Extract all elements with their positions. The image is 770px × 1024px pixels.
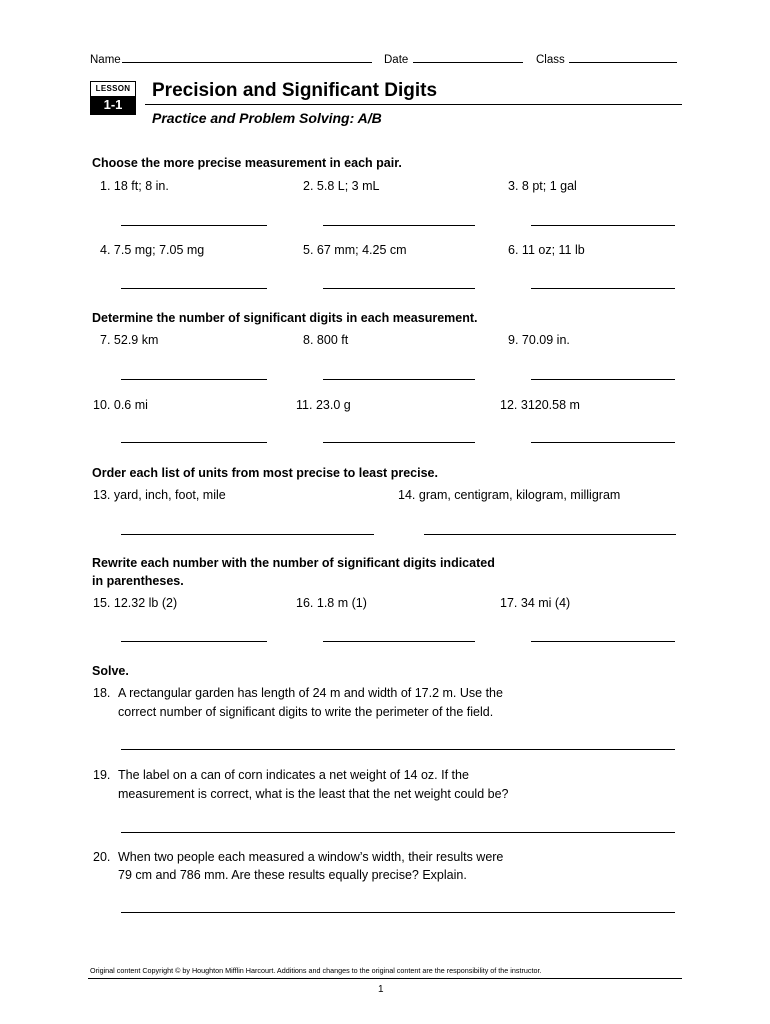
question-number: 3. (508, 179, 519, 193)
question-text: gram, centigram, kilogram, milligram (418, 488, 621, 502)
question-number: 9. (508, 333, 519, 347)
question-text: 52.9 km (113, 333, 159, 347)
question-14 (398, 488, 620, 502)
question-8 (303, 333, 348, 347)
question-20-number: 20. (93, 850, 111, 864)
question-16 (296, 596, 367, 610)
question-7 (100, 333, 158, 347)
class-label: Class (536, 54, 565, 66)
question-text: 0.6 mi (113, 398, 148, 412)
answer-line-8[interactable] (323, 379, 475, 380)
question-1 (100, 179, 169, 193)
question-number: 6. (508, 243, 519, 257)
answer-line-2[interactable] (323, 225, 475, 226)
class-blank[interactable] (569, 51, 677, 63)
answer-line-7[interactable] (121, 379, 267, 380)
answer-line-19[interactable] (121, 832, 675, 833)
question-19-number: 19. (93, 768, 111, 782)
section5-instruction: Solve. (92, 664, 129, 678)
question-number: 17. (500, 596, 518, 610)
section4-instruction-line1: Rewrite each number with the number of significant digits indicated (92, 556, 495, 570)
question-15 (93, 596, 177, 610)
date-field[interactable] (384, 51, 523, 66)
answer-line-4[interactable] (121, 288, 267, 289)
question-number: 1. (100, 179, 111, 193)
question-number: 10. (93, 398, 111, 412)
lesson-badge-label: LESSON (95, 84, 131, 93)
question-number: 4. (100, 243, 111, 257)
question-text: 5.8 L; 3 mL (316, 179, 380, 193)
question-12 (500, 398, 580, 412)
page-subtitle: Practice and Problem Solving: A/B (152, 110, 382, 126)
section4-instruction-line2: in parentheses. (92, 574, 184, 588)
name-label: Name (90, 54, 121, 66)
question-number: 7. (100, 333, 111, 347)
section2-instruction: Determine the number of significant digits in each measurement. (92, 311, 478, 325)
question-number: 2. (303, 179, 314, 193)
lesson-badge-number: 1-1 (91, 96, 135, 114)
answer-line-13[interactable] (121, 534, 374, 535)
date-label: Date (384, 54, 409, 66)
answer-line-6[interactable] (531, 288, 675, 289)
question-text: 11 oz; 11 lb (521, 243, 585, 257)
question-number: 12. (500, 398, 518, 412)
question-text: 12.32 lb (2) (113, 596, 178, 610)
question-text: 34 mi (4) (520, 596, 571, 610)
answer-line-20[interactable] (121, 912, 675, 913)
question-10 (93, 398, 148, 412)
question-3 (508, 179, 577, 193)
question-18-line1: A rectangular garden has length of 24 m and width of 17.2 m. Use the (118, 686, 503, 700)
question-text: 800 ft (316, 333, 349, 347)
question-19-line2: measurement is correct, what is the least that the net weight could be? (118, 787, 509, 801)
section3-instruction: Order each list of units from most precise to least precise. (92, 466, 438, 480)
question-number: 14. (398, 488, 416, 502)
page-title: Precision and Significant Digits (152, 80, 438, 101)
question-text: 1.8 m (1) (316, 596, 367, 610)
question-number: 11. (296, 398, 313, 412)
answer-line-5[interactable] (323, 288, 475, 289)
answer-line-12[interactable] (531, 442, 675, 443)
question-text: 23.0 g (315, 398, 351, 412)
question-text: yard, inch, foot, mile (113, 488, 226, 502)
question-11 (296, 398, 351, 412)
question-number: 16. (296, 596, 314, 610)
question-text: 7.5 mg; 7.05 mg (113, 243, 205, 257)
question-5 (303, 243, 407, 257)
question-text: 70.09 in. (521, 333, 570, 347)
answer-line-3[interactable] (531, 225, 675, 226)
question-19-line1: The label on a can of corn indicates a net weight of 14 oz. If the (118, 768, 469, 782)
answer-line-10[interactable] (121, 442, 267, 443)
question-text: 18 ft; 8 in. (113, 179, 169, 193)
title-divider (145, 104, 682, 105)
lesson-badge (90, 81, 136, 115)
answer-line-16[interactable] (323, 641, 475, 642)
question-6 (508, 243, 585, 257)
question-20-line1: When two people each measured a window’s width, their results were (118, 850, 504, 864)
copyright-notice: Original content Copyright © by Houghton Mifflin Harcourt. Additions and changes to the original content are the responsibility of the instructor. (90, 966, 542, 975)
question-2 (303, 179, 379, 193)
question-number: 13. (93, 488, 111, 502)
question-number: 8. (303, 333, 314, 347)
date-blank[interactable] (413, 51, 523, 63)
answer-line-9[interactable] (531, 379, 675, 380)
answer-line-15[interactable] (121, 641, 267, 642)
question-text: 8 pt; 1 gal (521, 179, 577, 193)
question-text: 3120.58 m (520, 398, 580, 412)
answer-line-18[interactable] (121, 749, 675, 750)
footer-divider (88, 978, 682, 979)
page-number: 1 (378, 984, 384, 995)
question-20-line2: 79 cm and 786 mm. Are these results equally precise? Explain. (118, 868, 467, 882)
question-13 (93, 488, 226, 502)
question-text: 67 mm; 4.25 cm (316, 243, 407, 257)
question-9 (508, 333, 570, 347)
answer-line-1[interactable] (121, 225, 267, 226)
name-field[interactable] (90, 51, 372, 66)
name-blank[interactable] (122, 51, 372, 63)
question-4 (100, 243, 204, 257)
question-number: 15. (93, 596, 111, 610)
question-17 (500, 596, 570, 610)
answer-line-14[interactable] (424, 534, 676, 535)
class-field[interactable] (536, 51, 677, 66)
section1-instruction: Choose the more precise measurement in each pair. (92, 156, 402, 170)
question-18-number: 18. (93, 686, 111, 700)
question-18-line2: correct number of significant digits to write the perimeter of the field. (118, 705, 494, 719)
answer-line-11[interactable] (323, 442, 475, 443)
answer-line-17[interactable] (531, 641, 675, 642)
question-number: 5. (303, 243, 314, 257)
